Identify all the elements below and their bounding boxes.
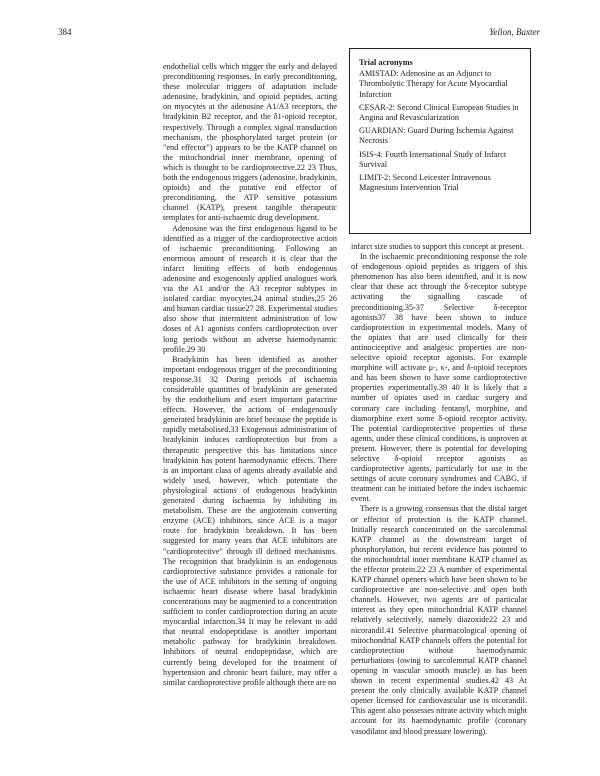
page-number: 384 — [58, 27, 72, 37]
trial-acronyms-box — [349, 48, 531, 234]
trial-entry: AMISTAD: Adenosine as an Adjunct to Thrombolytic Therapy for Acute Myocardial Infarction — [359, 69, 508, 99]
right-text-column — [351, 242, 527, 737]
running-header-authors: Yellon, Baxter — [489, 27, 540, 37]
left-text-column — [163, 62, 337, 688]
paragraph: Bradykinin has been identified as another important endogenous trigger of the preconditioning response.31 32 During periods of ischaemia considerable quantities of bradykinin are generated by the endothelium and exert important paracrine effects. However, the actions of endogenously generated bradykinin are brief because the peptide is rapidly metabolised.33 Exogenous administration of bradykinin induces cardioprotection but from a therapeutic perspective this has limitations since bradykinin has potent haemodynamic effects. There is an important class of agents already available and widely used, however, which potentiate the physiological actions of endogenous bradykinin generated during ischaemia by inhibiting its metabolism. These are the angiotensin converting enzyme (ACE) inhibitors, since ACE is a major route for bradykinin breakdown. It has been suggested for many years that ACE inhibitors are "cardioprotective" through ill defined mechanisms. The recognition that bradykinin is an endogenous cardioprotective substance provides a rationale for the use of ACE inhibitors in the setting of ongoing ischaemic heart disease where basal bradykinin concentrations may be augmented to a concentration sufficient to confer cardioprotection during an acute myocardial infarction.34 It may be relevant to add that neutral endopeptidase is another important metabolic pathway for bradykinin breakdown. Inhibitors of neutral endopeptidase, which are currently being developed for the treatment of hypertension and chronic heart failure, may offer a similar cardioprotective profile although there are no — [163, 354, 337, 687]
paragraph: In the ischaemic preconditioning response the role of endogenous opioid peptides as triggers of this phenomenon has also been identified, and it is now clear that these act through the δ-receptor subtype activating the signalling cascade of preconditioning.35-37 Selective δ-receptor agonists37 38 have been shown to induce cardioprotection in experimental models. Many of the opiates that are used clinically for their antinociceptive and analgesic properties are non-selective opioid receptor agonists. For example morphine will activate μ-, κ-, and δ-opioid receptors and has been shown to have some cardioprotective properties experimentally.39 40 It is likely that a number of opiates used in cardiac surgery and coronary care including fentanyl, morphine, and diamorphine exert some δ-opioid receptor activity. The potential cardioprotective properties of these agents, under these clinical conditions, is unproven at present. However, there is potential for developing selective δ-opioid receptor agonists as cardioprotective agents, particularly for use in the settings of acute coronary syndromes and CABG, if treatment can be initiated before the index ischaemic event. — [351, 252, 527, 504]
trial-box-title: Trial acronyms — [359, 58, 413, 67]
paragraph: infarct size studies to support this concept at present. — [351, 242, 525, 251]
paragraph: endothelial cells which trigger the early and delayed preconditioning responses. In early preconditioning, these molecular triggers of adaptation include adenosine, bradykinin, and opioid peptides, acting on myocytes at the adenosine A1/A3 receptors, the bradykinin B2 receptor, and the δ1-opioid receptor, respectively. Through a complex signal transduction mechanism, the phosphorylated target protein (or "end effector") appears to be the KATP channel on the mitochondrial inner membrane, opening of which is thought to be cardioprotective.22 23 Thus, both the endogenous triggers (adenosine, bradykinin, opioids) and the putative end effector of preconditioning, the ATP sensitive potassium channel (KATP), present tangible therapeutic templates for anti-ischaemic drug development. — [163, 62, 337, 223]
paragraph: Adenosine was the first endogenous ligand to be identified as a trigger of the cardioprotective action of ischaemic preconditioning. Following an enormous amount of research it is clear that the infarct limiting effects of both endogenous adenosine and exogenously applied analogues work via the A1 and/or the A3 receptor subtypes in isolated cardiac myocytes,24 animal studies,25 26 and human cardiac tissue27 28. Experimental studies also show that intermittent administration of low doses of A1 agonists confers cardioprotection over long periods without an adverse haemodynamic profile.29 30 — [163, 223, 337, 354]
trial-entry: ISIS-4: Fourth International Study of Infarct Survival — [359, 149, 507, 169]
trial-entry: GUARDIAN: Guard During Ischemia Against Necrosis — [359, 126, 514, 146]
trial-entry: LIMIT-2: Second Leicester Intravenous Magnesium Intervention Trial — [359, 173, 491, 193]
trial-entry: CESAR-2: Second Clinical European Studies in Angina and Revascularization — [359, 102, 519, 123]
paragraph: There is a growing consensus that the distal target or effector of protection is the KATP channel. Initially research concentrated on the sarcolemmal KATP channel as the downstream target of phosphorylation, but recent evidence has pointed to the mitochondrial inner membrane KATP channel as the effector protein.22 23 A number of experimental KATP channel openers which have been shown to be cardioprotective are non-selective and open both channels. However, two agents are of particular interest as they open mitochondrial KATP channel relatively selectively, namely diazoxide22 23 and nicorandil.41 Selective pharmacological opening of mitochondrial KATP channels offers the potential for cardioprotection without haemodynamic perturbations (owing to sarcolemmal KATP channel opening in vascular smooth muscle) as has been shown in recent experimental studies.42 43 At present the only clinically available KATP channel opener licensed for cardiovascular use is nicorandil. This agent also possesses nitrate activity which might account for its haemodynamic profile (coronary vasodilator and blood pressure lowering). — [351, 504, 527, 736]
